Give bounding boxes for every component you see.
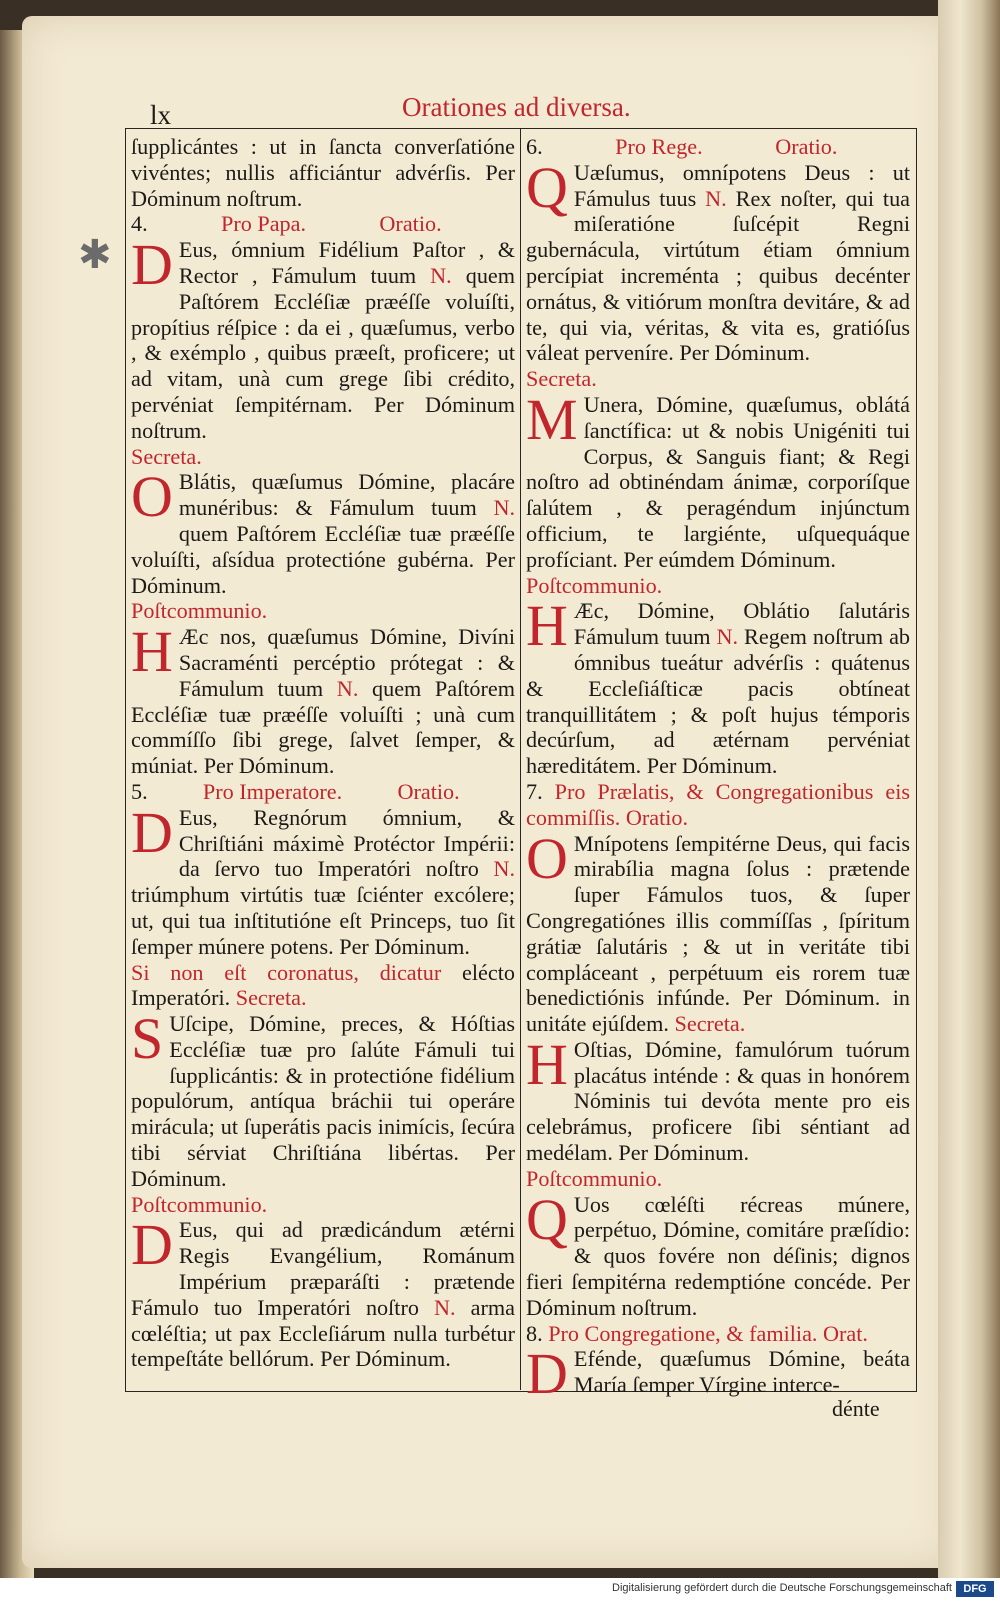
text-run: Eus, Regnórum ómnium, & Chriſtiáni máximè Protéctor Impérii: da ſervo tuo Imperatóri noſtro <box>178 804 515 882</box>
text-run: Blátis, quæſumus Dómine, placáre munéribus: & Fámulum tuum <box>178 469 515 521</box>
rubric-text: Si non eſt coronatus, dicatur <box>131 959 442 985</box>
text-run: quem Paſtórem Eccléſiæ tuæ præéſſe voluíſti, aſsídua protectióne gubérna. Per Dóminum. <box>131 520 515 598</box>
section-title: Pro Prælatis, & Congregationibus eis commiſſis. <box>526 778 910 830</box>
section-title: Pro Imperatore. <box>202 778 343 804</box>
column-divider <box>520 128 521 1390</box>
section-heading-6 <box>526 134 910 160</box>
drop-cap: O <box>131 464 173 530</box>
name-marker: N. <box>716 624 739 650</box>
text-run: elécto Imperatóri. <box>131 959 515 1011</box>
text-run: Mnípotens ſempitérne Deus, qui facis mirabília magna ſolus : prætende ſuper Fámulos tuos, & ſuper Congregatiónes illis commíſſas , ſpíritum grátiæ ſalutáris ; & ut in veritáte tibi compláceant , perpétuum eis rorem tuæ benedictiónis infúnde. Per Dóminum. in unitáte ejúſdem. <box>526 830 910 1037</box>
left-column <box>131 134 515 1372</box>
section-number: 7. <box>526 778 543 804</box>
postcommunio-text <box>526 1186 910 1321</box>
drop-cap: H <box>526 593 568 659</box>
section-number: 4. <box>131 211 148 237</box>
oratio-text <box>131 799 515 960</box>
text-run: quem Paſtórem Eccléſiæ præéſſe voluíſti, propítius réſpice : da ei , quæſumus, verbo , & exémplo , quibus præeſt, proficere; ut ad vitam, unà cum grege ſibi crédito, pervéniat ſempitérnam. Per Dóminum noſtrum. <box>131 262 516 443</box>
postcommunio-heading: Poſtcommunio. <box>526 1165 663 1191</box>
oratio-text <box>131 232 516 443</box>
postcommunio-text <box>131 619 516 779</box>
right-column <box>526 134 911 1407</box>
text-run: quem Paſtórem Eccléſiæ tuæ præéſſe voluíſti ; unà cum commíſſo ſibi grege, ſalvet ſemper, & múniat. Per Dóminum. <box>131 675 516 779</box>
postcommunio-heading: Poſtcommunio. <box>131 598 268 624</box>
postcommunio-heading: Poſtcommunio. <box>526 572 663 598</box>
section-title: Pro Rege. <box>615 134 703 159</box>
section-heading-5 <box>131 779 515 805</box>
drop-cap: H <box>131 619 173 685</box>
secreta-text <box>131 1006 515 1192</box>
digitization-credit: Digitalisierung gefördert durch die Deutsche Forschungsgemeinschaft <box>612 1582 952 1594</box>
drop-cap: S <box>131 1006 164 1072</box>
text-run: Oſtias, Dómine, famulórum tuórum placátus inténde : & quas in honórem Nóminis tui devóta mente pro eis celebrámus, proficere ſibi séntiant ad medélam. Per Dóminum. <box>526 1036 910 1166</box>
book-binding-right <box>938 0 1000 1601</box>
secreta-heading: Secreta. <box>235 985 307 1011</box>
postcommunio-heading: Poſtcommunio. <box>131 1191 268 1217</box>
text-run: Eus, qui ad prædicándum ætérni Regis Evangélium, Románum Impérium præparáſti : prætende Fámulo tuo Imperatóri noſtro <box>131 1217 515 1320</box>
name-marker: N. <box>493 495 516 521</box>
section-label: Oratio. <box>397 778 460 804</box>
section-label: Oratio. <box>379 211 442 237</box>
text-run: Æc, Dómine, Oblátio ſalutáris Fámulum tuum <box>573 598 910 650</box>
section-number: 8. <box>526 1320 543 1346</box>
drop-cap: D <box>526 1341 568 1407</box>
section-heading-7 <box>526 779 910 831</box>
name-marker: N. <box>430 262 452 288</box>
oratio-text <box>526 825 910 1037</box>
secreta-heading: Secreta. <box>526 366 597 392</box>
drop-cap: O <box>526 825 568 891</box>
drop-cap: M <box>526 386 578 452</box>
section-label: Oratio. <box>775 134 838 159</box>
rubric <box>131 960 515 1012</box>
drop-cap: D <box>131 799 173 865</box>
text-run: Eféndе, quæſumus Dómine, beáta María ſemper Vírgine interce- <box>573 1346 910 1398</box>
text-run: triúmphum virtútis tuæ ſciénter excólere; ut, qui tua inſtitutióne eſt Princeps, tuo ſit ſemper múnere potens. Per Dóminum. <box>131 882 515 959</box>
text-run: Regem noſtrum ab ómnibus tueátur advérſis : quátenus & Eccleſiáſticæ pacis obtíneat tranquillitátem ; & poſt hujus témporis decúrſum, ad ætérnam pervéniat hæreditátem. Per Dóminum. <box>526 624 911 779</box>
section-heading-8 <box>526 1321 910 1347</box>
name-marker: N. <box>705 185 727 211</box>
name-marker: N. <box>493 856 515 882</box>
drop-cap: D <box>131 232 173 298</box>
text-run: Unera, Dómine, quæſumus, oblátá ſanctífica: ut & nobis Unigéniti tui Corpus, & Sanguis fiant; & Regi noſtro ad obtinéndam ánimæ, corporíſque ſalútem , & peragéndum injúnctum officium, te largiénte, uſquequáque profíciant. Per eúmdem Dóminum. <box>526 391 910 572</box>
continued-text: ſupplicántes : ut in ſancta converſatióne vivéntes; nullis afficiántur advérſis. Per Dóminum noſtrum. <box>131 134 515 211</box>
text-run: Uos cœléſti récreas múnere, perpétuo, Dómine, comitáre præſídio: & quos fovére non déſinis; dignos fieri ſempitérna redemptióne concéde. Per Dóminum noſtrum. <box>526 1191 910 1320</box>
text-run: Rex noſter, qui tua miſeratióne ſuſcépit Regni gubernácula, virtútum étiam ómnium percípiat increménta ; quibus decénter ornátus, & vitiórum monſtra devitáre, & ad te, qui via, véritas, & vita es, gratióſus váleat perveníre. Per Dóminum. <box>526 185 911 366</box>
section-number: 5. <box>131 778 148 804</box>
secreta-text <box>526 386 910 573</box>
postcommunio-text <box>131 1212 515 1372</box>
secreta-heading: Secreta. <box>131 443 202 469</box>
margin-asterisk-mark: ✱ <box>78 232 112 278</box>
postcommunio-text <box>526 593 911 779</box>
dfg-logo: DFG <box>956 1581 994 1597</box>
section-label: Oratio. <box>625 804 689 830</box>
secreta-text <box>131 464 516 598</box>
text-run: Æc nos, quæſumus Dómine, Divíni Sacraménti percéptio prótegat : & Fámulum tuum <box>178 624 515 701</box>
text-run: arma cœléſtia; ut pax Eccleſiárum nulla turbétur tempeſtáte bellórum. Per Dóminum. <box>131 1294 515 1372</box>
section-title: Pro Papa. <box>221 211 307 237</box>
section-title: Pro Congregatione, & familia. Orat. <box>548 1320 868 1346</box>
drop-cap: Q <box>526 154 568 220</box>
secreta-heading: Secreta. <box>674 1011 746 1037</box>
text-run: Uſcipe, Dómine, preces, & Hóſtias Eccléſiæ tuæ pro ſalúte Fámuli tui ſupplicántis: & in protectióne fidélium populórum, antíqua bráchii tui operáre mirácula; ut ſuperátis pacis inimícis, ſecúra tibi sérviat Chriſtiána libértas. Per Dóminum. <box>131 1011 515 1191</box>
folio-number: lx <box>150 100 172 130</box>
section-number: 6. <box>526 134 543 159</box>
secreta-text <box>526 1031 910 1166</box>
running-title: Orationes ad diversa. <box>402 92 631 122</box>
drop-cap: D <box>131 1212 173 1278</box>
oratio-text <box>526 1341 910 1407</box>
text-run: Uæſumus, omnípotens Deus : ut Fámulus tuus <box>573 159 910 211</box>
name-marker: N. <box>434 1294 456 1320</box>
name-marker: N. <box>336 675 359 701</box>
text-run: Eus, ómnium Fidélium Paſtor , & Rector , Fámulum tuum <box>178 237 515 288</box>
section-heading-4 <box>131 211 515 237</box>
drop-cap: H <box>526 1031 568 1097</box>
catchword: dénte <box>832 1396 880 1421</box>
oratio-text <box>526 154 911 366</box>
drop-cap: Q <box>526 1186 568 1252</box>
